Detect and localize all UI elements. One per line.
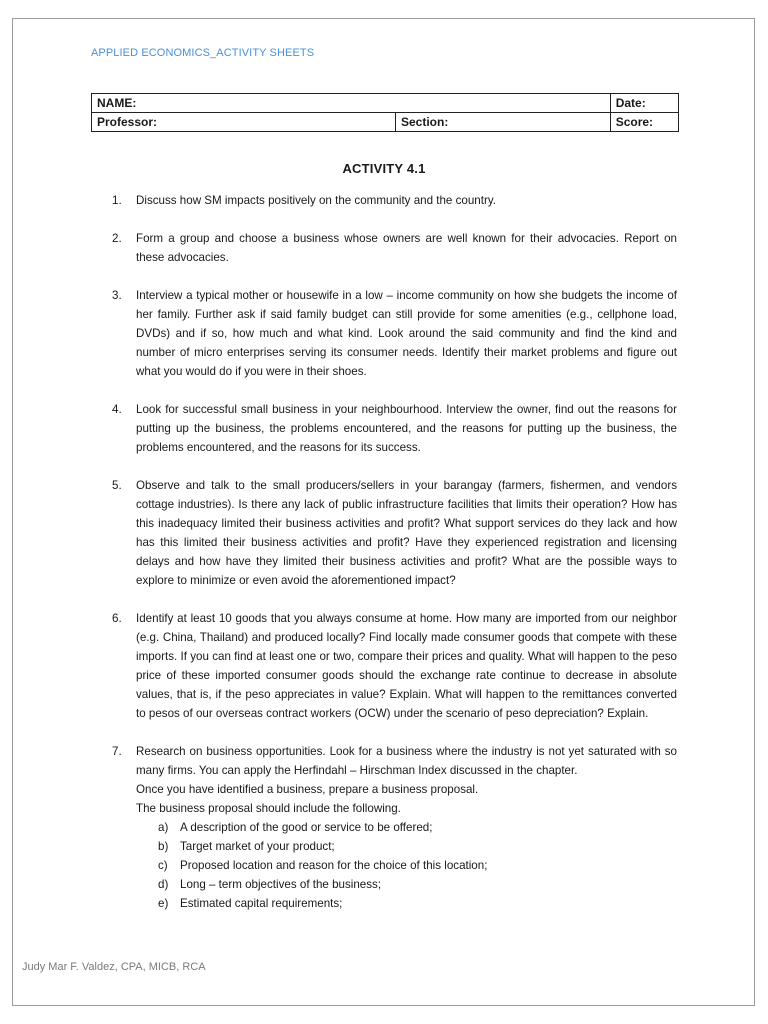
section-field[interactable]: Section: (396, 113, 611, 132)
requirement-item (158, 894, 677, 913)
question-item (112, 609, 677, 723)
question-number: 7. (112, 745, 122, 758)
score-field[interactable]: Score: (610, 113, 678, 132)
footer-author: Judy Mar F. Valdez, CPA, MICB, RCA (22, 961, 206, 973)
question-item (112, 229, 677, 267)
name-field[interactable]: NAME: (92, 94, 611, 113)
question-text: Look for successful small business in your neighbourhood. Interview the owner, find out the reasons for putting up the business, the problems encountered, and the reasons for putting up the business, the problems encountered, and the reasons for its success. (136, 403, 677, 454)
question-text: Observe and talk to the small producers/sellers in your barangay (farmers, fishermen, and vendors cottage industries). Is there any lack of public infrastructure facilities that limits their operation? How has this inadequacy limited their business activities and profit? What support services do they lack and how has this limited their business activities and profit? Have they experienced registration and licensing delays and how have they limited their business activities and profit? What are the possible ways to explore to minimize or even avoid the aforementioned impact? (136, 479, 677, 587)
requirement-item (158, 856, 677, 875)
question-number: 1. (112, 194, 122, 207)
question-number: 2. (112, 232, 122, 245)
question-text-line: The business proposal should include the following. (136, 802, 401, 815)
question-number: 3. (112, 289, 122, 302)
question-item (112, 286, 677, 381)
question-number: 5. (112, 479, 122, 492)
question-text: Interview a typical mother or housewife in a low – income community on how she budgets the income of her family. Further ask if said family budget can still provide for some amenities (e.g., cellphone load, DVDs) and if so, how much and what kind. Look around the said community and find the kind and number of micro enterprises serving its consumer needs. Identify their market problems and figure out what you would do if you were in their shoes. (136, 289, 677, 378)
question-text: Research on business opportunities. Look for a business where the industry is not yet saturated with so many firms. You can apply the Herfindahl – Hirschman Index discussed in the chapter. (136, 745, 677, 777)
question-item (112, 191, 677, 210)
question-item (112, 476, 677, 590)
proposal-requirements-list (136, 818, 677, 913)
info-row-name (92, 94, 679, 113)
requirement-letter: d) (158, 878, 169, 891)
info-row-professor (92, 113, 679, 132)
requirement-text: Target market of your product; (180, 840, 335, 853)
question-text: Discuss how SM impacts positively on the community and the country. (136, 194, 496, 207)
activity-question-list (112, 191, 677, 932)
question-text: Form a group and choose a business whose owners are well known for their advocacies. Report on these advocacies. (136, 232, 677, 264)
requirement-item (158, 837, 677, 856)
activity-title: ACTIVITY 4.1 (342, 161, 426, 176)
requirement-text: A description of the good or service to be offered; (180, 821, 433, 834)
requirement-letter: c) (158, 859, 168, 872)
requirement-text: Proposed location and reason for the choice of this location; (180, 859, 488, 872)
question-number: 6. (112, 612, 122, 625)
question-text-line: Once you have identified a business, prepare a business proposal. (136, 783, 479, 796)
date-field[interactable]: Date: (610, 94, 678, 113)
question-number: 4. (112, 403, 122, 416)
student-info-table (91, 93, 679, 132)
requirement-letter: a) (158, 821, 169, 834)
requirement-letter: b) (158, 840, 169, 853)
professor-field[interactable]: Professor: (92, 113, 396, 132)
question-item (112, 742, 677, 913)
document-header-title: APPLIED ECONOMICS_ACTIVITY SHEETS (91, 47, 315, 59)
requirement-item (158, 875, 677, 894)
requirement-letter: e) (158, 897, 169, 910)
question-item (112, 400, 677, 457)
question-text: Identify at least 10 goods that you always consume at home. How many are imported from our neighbor (e.g. China, Thailand) and produced locally? Find locally made consumer goods that compete with these imports. If you can find at least one or two, compare their prices and quality. What will happen to the peso price of these imported consumer goods should the exchange rate continue to decrease in absolute values, that is, if the peso appreciates in value? Explain. What will happen to the remittances converted to pesos of our overseas contract workers (OCW) under the scenario of peso depreciation? Explain. (136, 612, 677, 720)
requirement-item (158, 818, 677, 837)
requirement-text: Estimated capital requirements; (180, 897, 343, 910)
requirement-text: Long – term objectives of the business; (180, 878, 382, 891)
